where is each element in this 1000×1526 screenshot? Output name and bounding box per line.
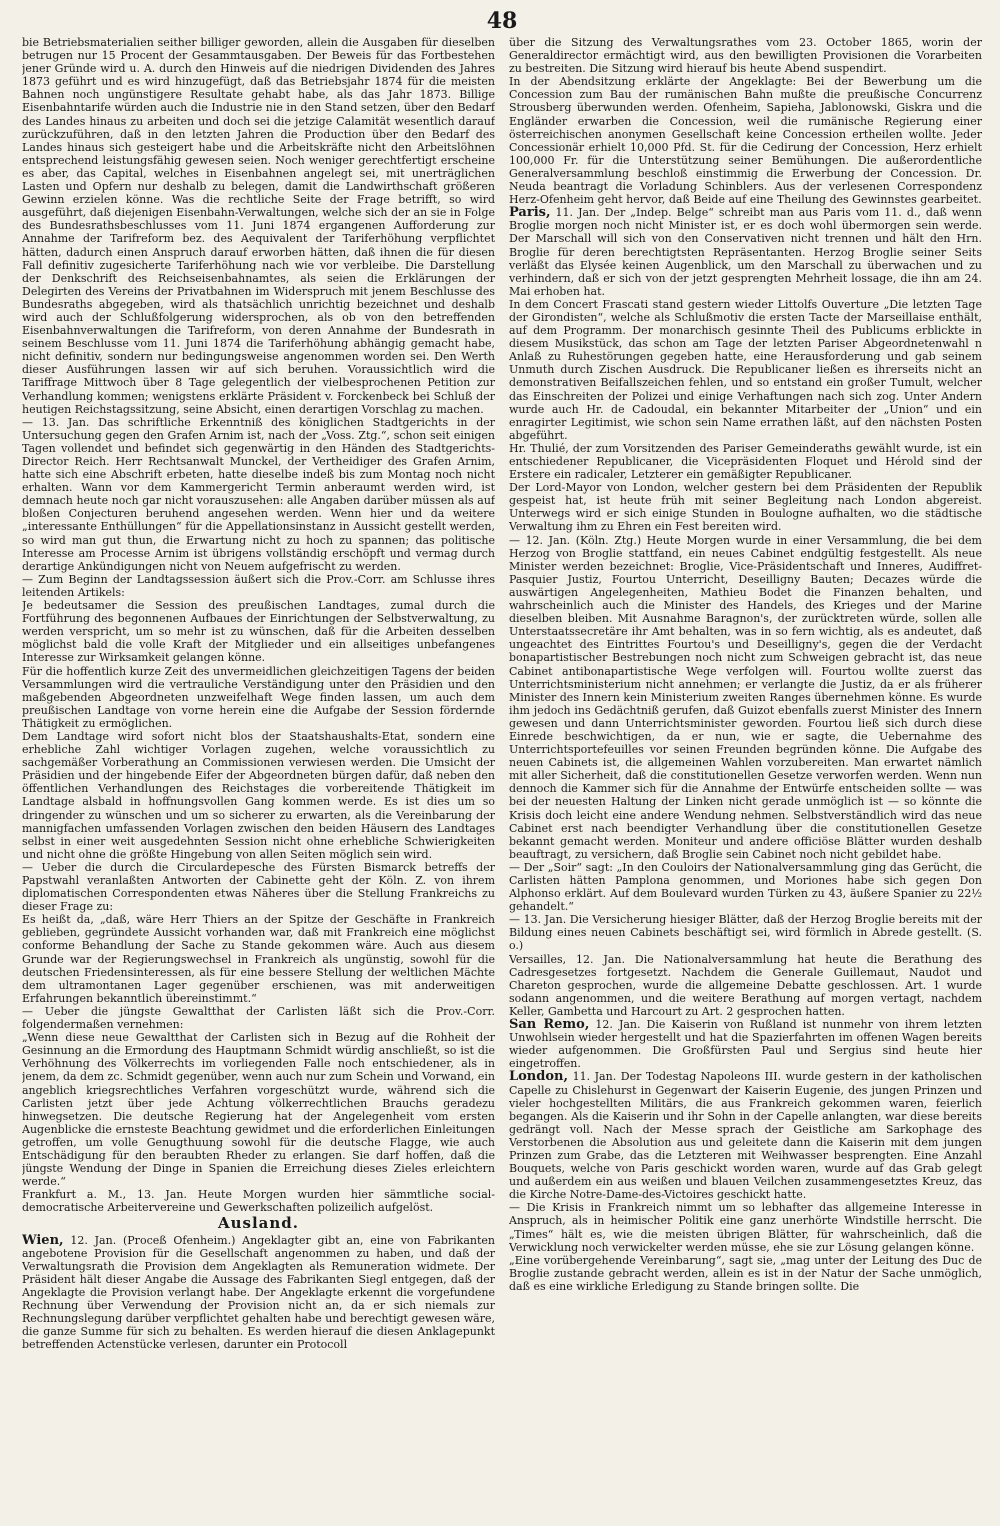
article-paragraph — [509, 861, 982, 913]
paragraph-text: über die Sitzung des Verwaltungsrathes vom 23. October 1865, worin der Generaldirector ermächtigt wird, aus den bewilligten Provisionen die Vorarbeiten zu bestreiten. Die Sitzung wird hierauf bis heute Abend suspendirt. — [509, 36, 982, 76]
page-number: 48 — [486, 8, 518, 34]
article-paragraph — [22, 1234, 495, 1352]
article-paragraph — [22, 416, 495, 573]
paragraph-text: — Ueber die jüngste Gewaltthat der Carlisten läßt sich die Prov.-Corr. folgendermaßen vernehmen: — [22, 1004, 495, 1032]
article-paragraph — [509, 206, 982, 298]
paragraph-text: 12. Jan. Die Kaiserin von Rußland ist nunmehr von ihrem letzten Unwohlsein wieder hergestellt und hat die Spazierfahrten im offenen Wagen bereits wieder aufgenommen. Die Großfürsten Paul und Sergius sind heute hier eingetroffen. — [509, 1018, 982, 1071]
paragraph-text: 12. Jan. (Proceß Ofenheim.) Angeklagter gibt an, eine von Fabrikanten angebotene Provision für die Gesellschaft angenommen zu haben, und daß der Verwaltungsrath die Provision dem Angeklagten als Remuneration widmete. Der Präsident hält dieser Angabe die Aussage des Fabrikanten Siegl entgegen, daß der Angeklagte die Provision verlangt habe. Der Angeklagte erkennt die vorgefundene Rechnung über Verwendung der Provision nicht an, da er sich niemals zur Rechnungslegung darüber verpflichtet gehalten habe und berechtigt gewesen wäre, die ganze Summe für sich zu behalten. Es werden hierauf die diesen Anklagepunkt betreffenden Actenstücke verlesen, darunter ein Protocoll — [22, 1233, 495, 1352]
article-paragraph — [22, 1005, 495, 1031]
article-paragraph — [22, 861, 495, 913]
article-paragraph — [509, 442, 982, 481]
article-paragraph — [509, 1018, 982, 1070]
article-paragraph — [22, 1188, 495, 1214]
article-paragraph — [509, 1254, 982, 1293]
left-column-paragraphs — [22, 36, 495, 1214]
dateline-place: London, — [509, 1069, 569, 1085]
article-paragraph — [509, 1201, 982, 1253]
dateline-place: Paris, — [509, 205, 551, 221]
article-paragraph — [22, 665, 495, 730]
paragraph-text: 11. Jan. Der „Indep. Belge“ schreibt man aus Paris vom 11. d., daß wenn Broglie morgen noch nicht Minister ist, er es doch wohl übermorgen sein werde. Der Marschall will sich von den Conservativen nicht trennen und hält den Hrn. Broglie für deren berechtigtsten Repräsentanten. Herzog Broglie seiner Seits verläßt das Elysée keinen Augenblick, um den Marschall zu überwachen und zu verhindern, daß er sich von der jetzt gesprengten Mehrheit lossage, die ihn am 24. Mai erhoben hat. — [509, 206, 982, 298]
right-column — [509, 36, 982, 1516]
paragraph-text: — Die Krisis in Frankreich nimmt um so lebhafter das allgemeine Interesse in Anspruch, als in heimischer Politik eine ganz unerhörte Windstille herrscht. Die „Times“ hält es, wie die meisten übrigen Blätter, für wahrscheinlich, daß die Verwicklung noch verwickelter werden müsse, ehe sie zur Lösung gelangen könne. — [509, 1201, 982, 1254]
paragraph-text: Je bedeutsamer die Session des preußischen Landtages, zumal durch die Fortführung des begonnenen Aufbaues der Einrichtungen der Selbstverwaltung, zu werden verspricht, um so mehr ist zu wünschen, daß für die Arbeiten desselben möglichst bald die volle Kraft der Mitglieder und ein allseitiges unbefangenes Interesse zur Wirksamkeit gelangen könne. — [22, 599, 495, 665]
paragraph-text: — Ueber die durch die Circulardepesche des Fürsten Bismarck betreffs der Papstwahl veranlaßten Antworten der Cabinette geht der Köln. Z. von ihrem diplomatischen Correspondenten etwas Näheres über die Stellung Frankreichs zu dieser Frage zu: — [22, 860, 495, 914]
columns — [22, 36, 982, 1516]
paragraph-text: — Der „Soir“ sagt: „In den Couloirs der Nationalversammlung ging das Gerücht, die Carlisten hätten Pamplona genommen, und Moriones habe sich gegen Don Alphonso erklärt. Auf dem Boulevard wurden Türken zu 43, äußere Spanier zu 22½ gehandelt.“ — [509, 860, 982, 914]
paragraph-text: — 12. Jan. (Köln. Ztg.) Heute Morgen wurde in einer Versammlung, die bei dem Herzog von Broglie stattfand, ein neues Cabinet endgültig festgestellt. Als neue Minister werden bezeichnet: Broglie, Vice-Präsidentschaft und Inneres, Audiffret-Pasquier Justiz, Fourtou Unterricht, Deseilligny Bauten; Decazes würde die auswärtigen Angelegenheiten, Mathieu Bodet die Finanzen behalten, und wahrscheinlich auch die Minister des Handels, des Krieges und der Marine dieselben bleiben. Mit Ausnahme Baragnon's, der zurücktreten würde, sollen alle Unterstaatssecretäre ihr Amt behalten, was in so fern wichtig, als es andeutet, daß ungeachtet des Eintrittes Fourtou's und Deseilligny's, gegen die der Verdacht bonapartistischer Bestrebungen noch nicht zum Schweigen gebracht ist, das neue Cabinet antibonapartistische Wege verfolgen will. Fourtou wollte zuerst das Unterrichtsministerium nicht annehmen; er verlangte die Justiz, da er als früherer Minister des Innern kein Ministerium zweiten Ranges übernehmen könne. Es wurde ihm jedoch ins Gedächtniß gerufen, daß Guizot ebenfalls zuerst Minister des Innern gewesen und dann Unterrichtsminister geworden. Fourtou ließ sich durch diese Einrede beschwichtigen, da er nun, wie er sagte, die Uebernahme des Unterrichtsportefeuilles vor seinen Freunden begründen könne. Die Aufgabe des neuen Cabinets ist, die allgemeinen Wahlen vorzubereiten. Man erwartet nämlich mit aller Sicherheit, daß die constitutionellen Gesetze verworfen werden. Wenn nun dennoch die Kammer sich für die Annahme der Entwürfe entscheiden sollte — was bei der neuesten Haltung der Linken nicht gerade unmöglich ist — so könnte die Krisis doch leicht eine andere Wendung nehmen. Selbstverständlich wird das neue Cabinet erst nach beendigter Verhandlung über die constitutionellen Gesetze bekannt gemacht werden. Moniteur und andere officiöse Blätter wurden deshalb beauftragt, zu versichern, daß Broglie sein Cabinet noch nicht gebildet habe. — [509, 533, 982, 861]
paragraph-text: „Eine vorübergehende Vereinbarung“, sagt sie, „mag unter der Leitung des Duc de Broglie zustande gebracht werden, allein es ist in der Natur der Sache unmöglich, daß es eine wirkliche Erledigung zu Stande bringen sollte. Die — [509, 1253, 982, 1293]
dateline-place: San Remo, — [509, 1017, 590, 1033]
article-paragraph — [22, 36, 495, 416]
paragraph-text: In dem Concert Frascati stand gestern wieder Littolfs Ouverture „Die letzten Tage der Girondisten“, welche als Schlußmotiv die ersten Tacte der Marseillaise enthält, auf dem Programm. Der monarchisch gesinnte Theil des Publicums erblickte in diesem Musikstück, das schon am Tage der letzten Pariser Abgeordnetenwahl n Anlaß zu Ruhestörungen gegeben hatte, eine Herausforderung und gab seinem Unmuth durch Zischen Ausdruck. Die Republicaner ließen es ihrerseits nicht an demonstrativen Beifallszeichen fehlen, und so entstand ein großer Tumult, welcher das Einschreiten der Polizei und einige Verhaftungen nach sich zog. Unter Andern wurde auch Hr. de Cadoudal, ein bekannter Mitarbeiter der „Union“ und ein enragirter Legitimist, wie schon sein Name errathen läßt, auf den nächsten Posten abgeführt. — [509, 297, 982, 442]
paragraph-text: Der Lord-Mayor von London, welcher gestern bei dem Präsidenten der Republik gespeist hat, ist heute früh mit seiner Begleitung nach London abgereist. Unterwegs wird er sich einige Stunden in Boulogne aufhalten, wo die städtische Verwaltung ihm zu Ehren ein Fest bereiten wird. — [509, 481, 982, 534]
article-paragraph — [22, 913, 495, 1005]
paragraph-text: Versailles, 12. Jan. Die Nationalversammlung hat heute die Berathung des Cadresgesetzes fortgesetzt. Nachdem die Generale Guillemaut, Naudot und Chareton gesprochen, wurde die allgemeine Debatte geschlossen. Art. 1 wurde sodann angenommen, und die weitere Berathung auf morgen vertagt, nachdem Keller, Gambetta und Harcourt zu Art. 2 gesprochen hatten. — [509, 952, 982, 1018]
article-paragraph — [509, 534, 982, 861]
paragraph-text: Für die hoffentlich kurze Zeit des unvermeidlichen gleichzeitigen Tagens der beiden Versammlungen wird die vertrauliche Verständigung unter den Präsidien und den maßgebenden Abgeordneten unzweifelhaft Wege finden lassen, um auch dem preußischen Landtage von vorne herein eine die Aufgabe der Session fördernde Thätigkeit zu ermöglichen. — [22, 664, 495, 730]
article-paragraph — [509, 298, 982, 442]
left-column-tail — [22, 1234, 495, 1352]
paragraph-text: Hr. Thulié, der zum Vorsitzenden des Pariser Gemeinderaths gewählt wurde, ist ein entschiedener Republicaner, die Vicepräsidenten Floquet und Hérold sind der Erstere ein radicaler, Letzterer ein gemäßigter Republicaner. — [509, 441, 982, 482]
paragraph-text: 11. Jan. Der Todestag Napoleons III. wurde gestern in der katholischen Capelle zu Chislehurst in Gegenwart der Kaiserin Eugenie, des jungen Prinzen und vieler hochgestellten Militärs, die aus Frankreich gekommen waren, feierlich begangen. Als die Kaiserin und ihr Sohn in der Capelle anlangten, war diese bereits gedrängt voll. Nach der Messe sprach der Geistliche am Sarkophage des Verstorbenen die Absolution aus und geleitete dann die Kaiserin mit dem jungen Prinzen zum Grabe, das die Letzteren mit Weihwasser besprengten. Eine Anzahl Bouquets, welche von Paris geschickt worden waren, wurde auf das Grab gelegt und außerdem ein aus weißen und blauen Veilchen zusammengesetztes Kreuz, das die Kirche Notre-Dame-des-Victoires geschickt hatte. — [509, 1070, 982, 1202]
article-paragraph — [22, 573, 495, 599]
paragraph-text: Dem Landtage wird sofort nicht blos der Staatshaushalts-Etat, sondern eine erhebliche Zahl wichtiger Vorlagen zugehen, welche voraussichtlich zu sachgemäßer Vorberathung an Commissionen verwiesen werden. Die Umsicht der Präsidien und der hingebende Eifer der Abgeordneten bürgen dafür, daß neben den öffentlichen Verhandlungen des Reichstages die vorbereitende Thätigkeit im Landtage alsbald in hoffnungsvollen Gang kommen werde. Es ist dies um so dringender zu wünschen und um so sicherer zu erwarten, als die Vereinbarung der mannigfachen umfassenden Vorlagen zwischen den beiden Häusern des Landtages selbst in einer weit ausgedehnten Session nicht ohne erhebliche Schwierigkeiten und nicht ohne die größte Hingebung von allen Seiten möglich sein wird. — [22, 729, 495, 861]
dateline-place: Wien, — [22, 1232, 64, 1248]
paragraph-text: „Wenn diese neue Gewaltthat der Carlisten sich in Bezug auf die Rohheit der Gesinnung an die Ermordung des Hauptmann Schmidt würdig anschließt, so ist die Verhöhnung des Völkerrechts im vorliegenden Falle noch entschiedener, als in jenem, da dem zc. Schmidt gegenüber, wenn auch nur zum Schein und Vorwand, ein angeblich kriegsrechtliches Verfahren vorgeschützt wurde, während sich die Carlisten jetzt über jede Achtung völkerrechtlichen Brauchs geradezu hinwegsetzen. Die deutsche Regierung hat der Angelegenheit vom ersten Augenblicke die ernsteste Beachtung gewidmet und die erforderlichen Einleitungen getroffen, um volle Genugthuung sowohl für die deutsche Flagge, wie auch Entschädigung für den beraubten Rheder zu erlangen. Sie darf hoffen, daß die jüngste Wendung der Dinge in Spanien die Erreichung dieses Zieles erleichtern werde.“ — [22, 1031, 495, 1189]
right-column-paragraphs — [509, 36, 982, 1293]
article-paragraph — [22, 1031, 495, 1188]
paragraph-text: Es heißt da, „daß, wäre Herr Thiers an der Spitze der Geschäfte in Frankreich geblieben, gegründete Aussicht vorhanden war, daß mit Frankreich eine möglichst conforme Behandlung der Sache zu Stande gekommen wäre. Auch aus diesem Grunde war der Regierungswechsel in Frankreich als ungünstig, sowohl für die deutschen Friedensinteressen, als für eine bessere Stellung der weltlichen Mächte dem ultramontanen Lager gegenüber erschienen, was mit anderweitigen Erfahrungen bekanntlich übereinstimmt.“ — [22, 913, 495, 1005]
section-heading-ausland: Ausland. — [217, 1214, 300, 1233]
paragraph-text: bie Betriebsmaterialien seither billiger geworden, allein die Ausgaben für dieselben betrugen nur 15 Procent der Gesammtausgaben. Der Beweis für das Fortbestehen jener Gründe wird u. A. durch den Hinweis auf die niedrigen Dividenden des Jahres 1873 geführt und es wird hinzugefügt, daß das Betriebsjahr 1874 für die meisten Bahnen noch ungünstigere Resultate gehabt habe, als das Jahr 1873. Billige Eisenbahntarife würden auch die Industrie nie in den Stand setzen, über den Bedarf des Landes hinaus zu arbeiten und doch sei die jetzige Calamität wesentlich darauf zurückzuführen, daß in den letzten Jahren die Production über den Bedarf des Landes hinaus sich gesteigert habe und die Arbeitskräfte nicht den Arbeitslöhnen entsprechend leistungsfähig gewesen seien. Noch weniger gerechtfertigt erscheine es aber, das Capital, welches in Eisenbahnen angelegt sei, mit unerträglichen Lasten und Opfern nur deshalb zu belegen, damit die Landwirthschaft größeren Gewinn erzielen könne. Was die rechtliche Seite der Frage betrifft, so wird ausgeführt, daß diejenigen Eisenbahn-Verwaltungen, welche sich der an sie in Folge des Bundesrathsbeschlusses vom 11. Juni 1874 ergangenen Aufforderung zur Annahme der Tarifreform bez. des Aequivalent der Tariferhöhung verpflichtet hätten, dadurch einen Anspruch darauf erworben hätten, daß ihnen die für diesen Fall definitiv zugesicherte Tariferhöhung nach wie vor verbleibe. Die Darstellung der Denkschrift des Reichseisenbahnamtes, als seien die Erklärungen der Delegirten des Vereins der Privatbahnen im Widerspruch mit jenem Beschlusse des Bundesraths abgegeben, wird als thatsächlich unrichtig bezeichnet und deshalb wird auch der Schlußfolgerung widersprochen, als ob von den betreffenden Eisenbahnverwaltungen die Tarifreform, von deren Annahme der Bundesrath in seinem Beschlusse vom 11. Juni 1874 die Tariferhöhung abhängig gemacht habe, nicht definitiv, sondern nur bedingungsweise angenommen worden sei. Den Werth dieser Ausführungen lassen wir auf sich beruhen. Voraussichtlich wird die Tariffrage Mittwoch über 8 Tage gelegentlich der vielbesprochenen Petition zur Verhandlung kommen; wenigstens erklärte Präsident v. Forckenbeck bei Schluß der heutigen Reichstagssitzung, seine Absicht, einen derartigen Vorschlag zu machen. — [22, 36, 495, 416]
left-column — [22, 36, 495, 1516]
paragraph-text: — 13. Jan. Das schriftliche Erkenntniß des königlichen Stadtgerichts in der Untersuchung gegen den Grafen Arnim ist, nach der „Voss. Ztg.“, schon seit einigen Tagen vollendet und befindet sich gegenwärtig in den Händen des Stadtgerichts-Director Reich. Herr Rechtsanwalt Munckel, der Vertheidiger des Grafen Arnim, hatte sich eine Abschrift erbeten, hatte dieselbe indeß bis zum Montag noch nicht erhalten. Wann vor dem Kammergericht Termin anberaumt werden wird, ist demnach heute noch gar nicht vorauszusehen: alle Angaben darüber müssen als auf bloßen Conjecturen beruhend angesehen werden. Wenn hier und da weitere „interessante Enthüllungen“ für die Appellationsinstanz in Aussicht gestellt werden, so wird man gut thun, die Erwartung nicht zu hoch zu spannen; das politische Interesse am Processe Arnim ist übrigens vollständig erschöpft und vermag durch derartige Ankündigungen nicht von Neuem aufgefrischt zu werden. — [22, 415, 495, 573]
article-paragraph — [509, 913, 982, 952]
article-paragraph — [509, 481, 982, 533]
article-paragraph — [22, 730, 495, 861]
paragraph-text: In der Abendsitzung erklärte der Angeklagte: Bei der Bewerbung um die Concession zum Bau der rumänischen Bahn mußte die preußische Concurrenz Strousberg überwunden werden. Ofenheim, Sapieha, Jablonowski, Giskra und die Engländer erwarben die Concession, weil die rumänische Regierung einer österreichischen anonymen Gesellschaft keine Concession ertheilen wollte. Jeder Concessionär erhielt 10,000 Pfd. St. für die Cedirung der Concession, Herz erhielt 100,000 Fr. für die Unterstützung seiner Bemühungen. Die außerordentliche Generalversammlung beschloß einstimmig die Erwerbung der Concession. Dr. Neuda beantragt die Vorladung Schinblers. Aus der verlesenen Correspondenz Herz-Ofenheim geht hervor, daß Beide auf eine Theilung des Gewinnstes gearbeitet. — [509, 75, 982, 207]
article-paragraph — [509, 36, 982, 75]
paragraph-text: Frankfurt a. M., 13. Jan. Heute Morgen wurden hier sämmtliche social-democratische Arbeitervereine und Gewerkschaften polizeilich aufgelöst. — [22, 1188, 495, 1215]
article-paragraph — [22, 599, 495, 664]
paragraph-text: — Zum Beginn der Landtagssession äußert sich die Prov.-Corr. am Schlusse ihres leitenden Artikels: — [22, 572, 495, 599]
article-paragraph — [509, 75, 982, 206]
article-paragraph — [509, 1070, 982, 1201]
article-paragraph — [509, 953, 982, 1018]
paragraph-text: — 13. Jan. Die Versicherung hiesiger Blätter, daß der Herzog Broglie bereits mit der Bildung eines neuen Cabinets beschäftigt sei, wird förmlich in Abrede gestellt. (S. o.) — [509, 913, 982, 953]
